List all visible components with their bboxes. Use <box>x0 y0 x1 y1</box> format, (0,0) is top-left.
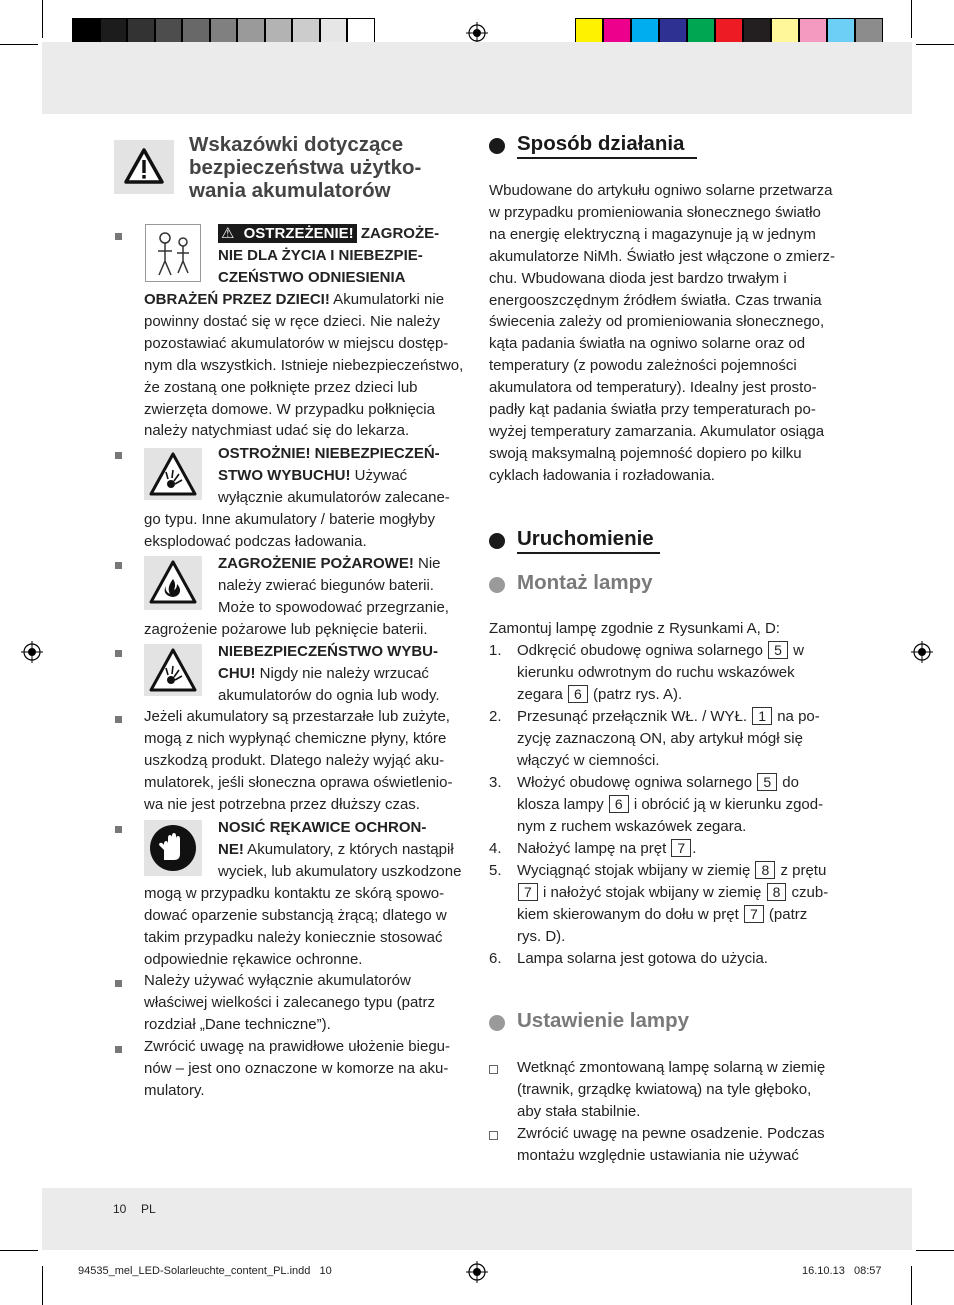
registration-mark-icon <box>21 641 43 663</box>
part-number-box: 5 <box>768 641 788 659</box>
warning-label: ⚠ OSTRZEŻENIE! <box>218 224 357 243</box>
battery-type-text: Należy używać wyłącznie akumulatorów właściwej wielkości i zalecanego typu (patrz rozdział „Dane techniczne”). <box>144 972 435 1033</box>
warning-fire-text: ZAGROŻENIE POŻAROWE! Nie należy zwierać biegunów baterii. Może to spowodować przegrzanie, <box>218 555 449 616</box>
bullet-square <box>115 826 122 833</box>
date-slug: 16.10.13 08:57 <box>802 1265 882 1277</box>
section-dot-grey <box>489 1015 505 1031</box>
step-1: Odkręcić obudowę ogniwa solarnego 5 w kierunku odwrotnym do ruchu wskazówek zegara 6 (patrz rys. A). <box>517 642 804 703</box>
heading-underline <box>517 157 697 159</box>
registration-mark-icon <box>911 641 933 663</box>
bullet-square <box>115 980 122 987</box>
polarity-text: Zwrócić uwagę na prawidłowe ułożenie biegu- nów – jest ono oznaczone w komorze na aku- mulatory. <box>144 1038 450 1099</box>
function-text: Wbudowane do artykułu ogniwo solarne przetwarza w przypadku promieniowania słonecznego światło na energię elektryczną i magazynuje ją w jednym akumulatorze NiMh. Światło jest włączone o zmierz- chu. Wbudowana dioda jest bardzo trwałym i energooszczędnym źródłem światła. Czas trwania świecenia zależy od promieniowania słonecznego, kąta padania światła na ogniwo solarne oraz od temperatury (z powodu zależności pojemności akumulatora od temperatury). Idealny jest prosto- padły kąt padania światła przy temperaturach po- wyżej temperatury zamarzania. Akumulator osiąga swoją maksymalną pojemność dopiero po kilku cyklach ładowania i rozładowania. <box>489 182 835 484</box>
step-3: Włożyć obudowę ogniwa solarnego 5 do klosza lampy 6 i obrócić ją w kierunku zgod- nym z ruchem wskazówek zegara. <box>517 774 824 835</box>
part-number-box: 8 <box>767 883 787 901</box>
gloves-icon <box>144 820 202 876</box>
crop-mark <box>0 1250 38 1251</box>
section-heading-placement: Ustawienie lampy <box>517 1009 690 1032</box>
part-number-box: 1 <box>752 707 772 725</box>
step-2: Przesunąć przełącznik WŁ. / WYŁ. 1 na po- zycję zaznaczoną ON, aby artykuł mógł się włączyć w ciemności. <box>517 708 820 769</box>
warning-gloves-text: NOSIĆ RĘKAWICE OCHRON- NE! Akumulatory, z których nastąpił wyciek, lub akumulatory uszkodzone <box>218 819 462 880</box>
registration-mark-icon <box>466 22 488 44</box>
section-dot <box>489 533 505 549</box>
explosion-hazard-icon <box>144 448 202 500</box>
warning-fire-explosion-text: NIEBEZPIECZEŃSTWO WYBU- CHU! Nigdy nie należy wrzucać akumulatorów do ognia lub wody. <box>218 643 440 704</box>
part-number-box: 7 <box>744 905 764 923</box>
step-5: Wyciągnąć stojak wbijany w ziemię 8 z prętu 7 i nałożyć stojak wbijany w ziemię 8 czub- kiem skierowanym do dołu w pręt 7 (patrz rys. D). <box>517 862 829 945</box>
language-code: PL <box>141 1202 156 1216</box>
placement-text-1: Wetknąć zmontowaną lampę solarną w ziemię (trawnik, grządkę kwiatową) na tyle głęboko, aby stała stabilnie. <box>517 1059 826 1120</box>
section-heading-startup: Uruchomienie <box>517 527 654 550</box>
bullet-open-square <box>489 1065 498 1074</box>
part-number-box: 6 <box>609 795 629 813</box>
heading-underline <box>517 552 660 554</box>
explosion-hazard-icon <box>144 644 202 696</box>
old-batteries-text: Jeżeli akumulatory są przestarzałe lub zużyte, mogą z nich wypłynąć chemiczne płyny, które uszkodzą produkt. Dlatego należy wyjąć aku- mulatorek, jeśli słoneczna oprawa oświetlenio- wa nie jest potrzebna przez dłuższy czas. <box>144 708 453 813</box>
section-heading-function: Sposób działania <box>517 132 685 155</box>
mounting-intro: Zamontuj lampę zgodnie z Rysunkami A, D: <box>489 620 780 637</box>
step-6: Lampa solarna jest gotowa do użycia. <box>517 950 768 967</box>
crop-mark <box>42 1266 43 1305</box>
step-number: 1. <box>489 642 502 659</box>
warning-triangle-icon <box>114 140 174 194</box>
bullet-square <box>115 716 122 723</box>
part-number-box: 7 <box>518 883 538 901</box>
crop-mark <box>911 1266 912 1305</box>
child-hazard-icon <box>145 224 201 282</box>
warning-fire-text-cont: zagrożenie pożarowe lub pęknięcie baterii. <box>144 621 428 638</box>
crop-mark <box>42 0 43 38</box>
warning-explosion-text-cont: go typu. Inne akumulatory / baterie mogłyby eksplodować podczas ładowania. <box>144 511 435 550</box>
bullet-square <box>115 233 122 240</box>
footer-band <box>42 1188 912 1250</box>
warning-child-text: OBRAŻEŃ PRZEZ DZIECI! Akumulatorki nie powinny dostać się w ręce dzieci. Nie należy pozostawiać akumulatorów w miejscu dostęp- nym dla wszystkich. Istnieje niebezpieczeństwo, że zostaną one połknięte przez dzieci lub zwierzęta domowe. W przypadku połknięcia należy natychmiast udać się do lekarza. <box>144 291 464 440</box>
bullet-square <box>115 650 122 657</box>
warning-explosion-text: OSTROŻNIE! NIEBEZPIECZEŃ- STWO WYBUCHU! Używać wyłącznie akumulatorów zalecane- <box>218 445 450 506</box>
warning-triangle-small-icon: ⚠ <box>221 225 235 242</box>
fire-hazard-icon <box>144 556 202 610</box>
registration-mark-icon <box>466 1261 488 1283</box>
file-slug: 94535_mel_LED-Solarleuchte_content_PL.indd 10 <box>78 1265 332 1277</box>
part-number-box: 7 <box>671 839 691 857</box>
part-number-box: 8 <box>755 861 775 879</box>
step-number: 4. <box>489 840 502 857</box>
step-number: 2. <box>489 708 502 725</box>
section-dot <box>489 138 505 154</box>
crop-mark <box>916 1250 954 1251</box>
placement-text-2: Zwrócić uwagę na pewne osadzenie. Podczas montażu względnie ustawiania nie używać <box>517 1125 825 1164</box>
step-4: Nałożyć lampę na pręt 7 . <box>517 840 697 857</box>
bullet-square <box>115 452 122 459</box>
step-number: 5. <box>489 862 502 879</box>
crop-mark <box>916 44 954 45</box>
bullet-square <box>115 1046 122 1053</box>
section-dot-grey <box>489 577 505 593</box>
part-number-box: 6 <box>568 685 588 703</box>
page-number: 10 <box>113 1202 127 1216</box>
step-number: 3. <box>489 774 502 791</box>
crop-mark <box>0 44 38 45</box>
header-band <box>42 42 912 114</box>
step-number: 6. <box>489 950 502 967</box>
warning-child-heading: ⚠ OSTRZEŻENIE! ZAGROŻE- NIE DLA ŻYCIA I NIEBEZPIE- CZEŃSTWO ODNIESIENIA <box>218 225 440 286</box>
section-heading-mounting: Montaż lampy <box>517 571 653 594</box>
bullet-open-square <box>489 1131 498 1140</box>
crop-mark <box>911 0 912 38</box>
section-heading-safety: Wskazówki dotyczące bezpieczeństwa użytko- wania akumulatorów <box>189 133 422 202</box>
warning-gloves-text-cont: mogą w przypadku kontaktu ze skórą spowo- dować oparzenie substancją żrącą; dlatego w takim przypadku należy koniecznie stosować odpowiednie rękawice ochronne. <box>144 885 447 968</box>
part-number-box: 5 <box>757 773 777 791</box>
bullet-square <box>115 562 122 569</box>
